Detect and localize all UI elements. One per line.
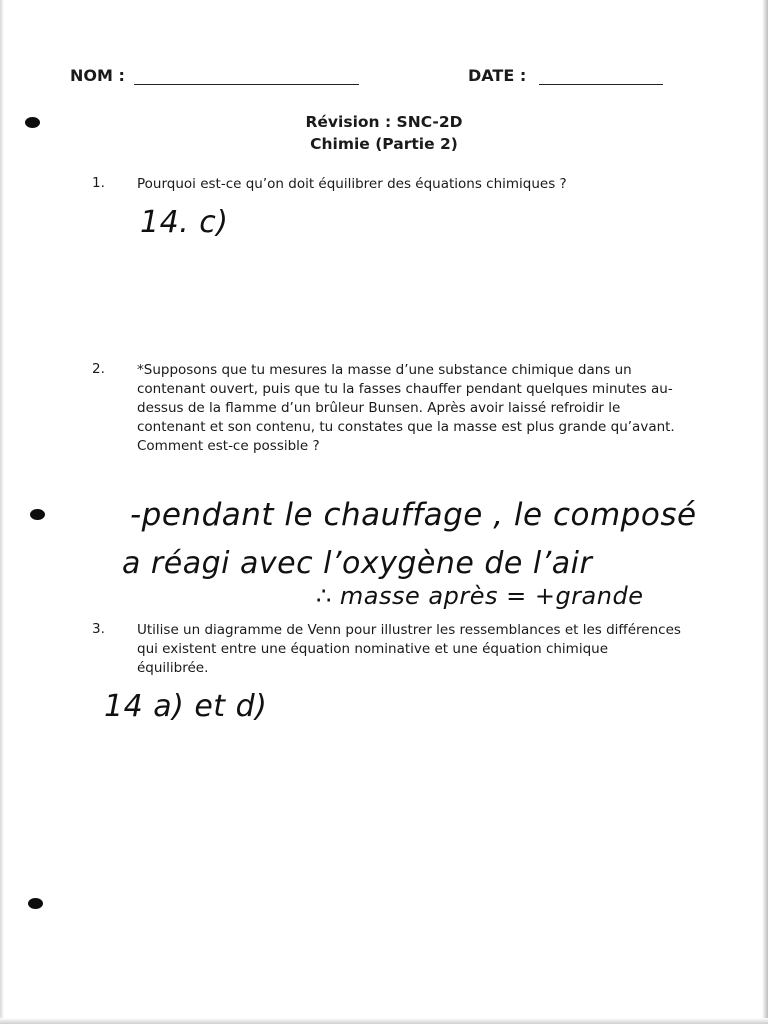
question-1-number: 1. <box>92 175 105 191</box>
date-field[interactable] <box>539 84 663 85</box>
question-2-handwritten-answer-line-2: a réagi avec l’oxygène de l’air <box>122 546 593 581</box>
question-1-handwritten-answer: 14. c) <box>140 205 229 240</box>
name-field[interactable] <box>134 84 359 85</box>
question-3-number: 3. <box>92 621 105 637</box>
question-2-handwritten-answer-line-1: -pendant le chauffage , le composé <box>130 497 697 533</box>
worksheet-subtitle: Chimie (Partie 2) <box>310 135 458 153</box>
question-2-handwritten-answer-line-3: ∴ masse après = +grande <box>316 582 644 610</box>
question-3-handwritten-answer: 14 a) et d) <box>104 689 268 724</box>
question-2-text: *Supposons que tu mesures la masse d’une substance chimique dans un contenant ouvert, puis que tu la fasses chauffer pendant quelques minutes au-dessus de la flamme d’un brûleur Bunsen. Après avoir laissé refroidir le contenant et son contenu, tu constates que la masse est plus grande qu’avant. Comment est-ce possible ? <box>137 362 675 454</box>
question-1-text: Pourquoi est-ce qu’on doit équilibrer des équations chimiques ? <box>137 176 567 192</box>
question-2-number: 2. <box>92 361 105 377</box>
question-3-text: Utilise un diagramme de Venn pour illustrer les ressemblances et les différences qui existent entre une équation nominative et une équation chimique équilibrée. <box>137 622 681 676</box>
page-edge-left <box>0 0 4 1024</box>
worksheet-title: Révision : SNC-2D <box>305 113 463 131</box>
date-label: DATE : <box>468 66 527 85</box>
punch-hole-bottom <box>28 898 43 909</box>
page-edge-bottom <box>0 1018 768 1024</box>
page-edge-right <box>762 0 768 1024</box>
name-label: NOM : <box>70 66 125 85</box>
punch-hole-middle <box>30 509 45 520</box>
